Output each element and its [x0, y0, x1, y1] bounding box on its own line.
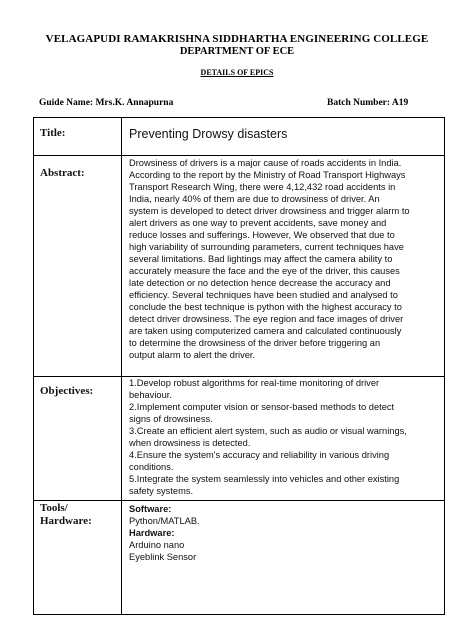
software-item: Python/MATLAB.	[129, 516, 200, 526]
objective-line: behaviour.	[129, 390, 172, 400]
project-title: Preventing Drowsy disasters	[129, 127, 288, 141]
abstract-line: detect driver drowsiness. The eye region and face images of driver	[129, 314, 404, 324]
abstract-line: high variability of surrounding parameters, current techniques have	[129, 242, 404, 252]
abstract-line: According to the report by the Ministry of Road Transport Highways	[129, 170, 406, 180]
abstract-line: late detection or no detection hence decrease the accuracy and	[129, 278, 391, 288]
tools-content	[129, 503, 441, 563]
tools-label-line-1: Tools/	[40, 502, 68, 514]
abstract-line: are taken using computerized camera and calculated continuously	[129, 326, 402, 336]
tools-label	[40, 502, 92, 528]
software-heading: Software:	[129, 504, 172, 514]
hardware-item: Arduino nano	[129, 540, 185, 550]
objective-line: 3.Create an efficient alert system, such as audio or visual warnings,	[129, 426, 407, 436]
title-row	[34, 118, 444, 156]
abstract-row	[34, 155, 444, 377]
abstract-line: reduce losses and sufferings. However, We observed that due to	[129, 230, 395, 240]
abstract-line: Transport Research Wing, there were 4,12,432 road accidents in	[129, 182, 396, 192]
abstract-label: Abstract:	[40, 167, 85, 179]
abstract-line: alert drivers as one way to prevent accidents, save money and	[129, 218, 387, 228]
objective-line: 4.Ensure the system's accuracy and reliability in various driving	[129, 450, 390, 460]
abstract-line: several limitations. Bad lightings may affect the camera ability to	[129, 254, 393, 264]
department-name: DEPARTMENT OF ECE	[179, 46, 295, 57]
objectives-label: Objectives:	[40, 385, 94, 397]
abstract-line: Drowsiness of drivers is a major cause of roads accidents in India.	[129, 158, 402, 168]
section-title: DETAILS OF EPICS	[200, 68, 274, 77]
abstract-line: output alarm to alert the driver.	[129, 350, 256, 360]
objectives-list	[129, 377, 441, 497]
batch-number: Batch Number: A19	[327, 98, 409, 108]
objectives-row	[34, 376, 444, 501]
tools-label-line-2: Hardware:	[40, 515, 92, 527]
guide-name: Guide Name: Mrs.K. Annapurna	[39, 98, 174, 108]
college-name: VELAGAPUDI RAMAKRISHNA SIDDHARTHA ENGINEERING COLLEGE	[45, 33, 429, 45]
objective-line: 1.Develop robust algorithms for real-time monitoring of driver	[129, 378, 380, 388]
title-label: Title:	[40, 127, 66, 139]
objective-line: conditions.	[129, 462, 174, 472]
hardware-heading: Hardware:	[129, 528, 175, 538]
hardware-item: Eyeblink Sensor	[129, 552, 197, 562]
objective-line: signs of drowsiness.	[129, 414, 213, 424]
objective-line: 5.Integrate the system seamlessly into vehicles and other existing	[129, 474, 400, 484]
abstract-line: India, nearly 40% of them are due to drowsiness of driver. An	[129, 194, 380, 204]
epics-details-table	[33, 117, 445, 615]
abstract-line: to determine the drowsiness of the driver before triggering an	[129, 338, 381, 348]
objective-line: 2.Implement computer vision or sensor-based methods to detect	[129, 402, 395, 412]
abstract-line: accurately measure the face and the eye of the driver, this causes	[129, 266, 400, 276]
abstract-body	[129, 157, 441, 361]
objective-line: when drowsiness is detected.	[129, 438, 251, 448]
abstract-line: conclude the best technique is python with the highest accuracy to	[129, 302, 402, 312]
abstract-line: system is developed to detect driver drowsiness and trigger alarm to	[129, 206, 410, 216]
abstract-line: efficiency. Several techniques have been studied and analysed to	[129, 290, 398, 300]
objective-line: safety systems.	[129, 486, 194, 496]
tools-row	[34, 500, 444, 614]
